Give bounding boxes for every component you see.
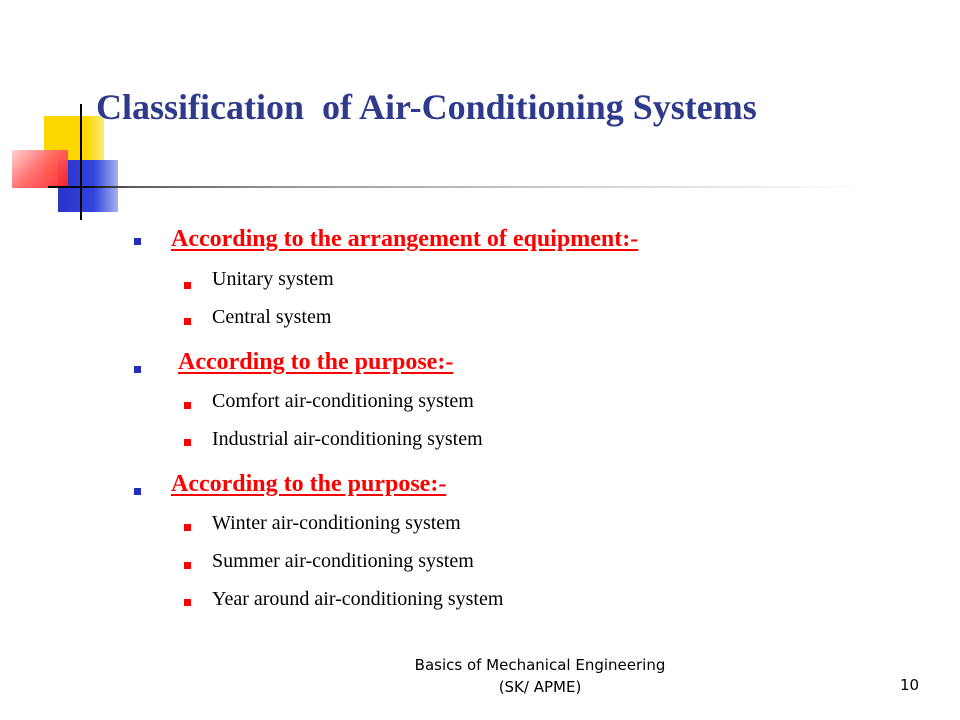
sub-bullet-icon bbox=[184, 562, 191, 569]
footer-line: (SK/ APME) bbox=[498, 678, 582, 696]
slide-footer bbox=[380, 654, 700, 698]
bullet-icon bbox=[134, 366, 141, 373]
sub-bullet-icon bbox=[184, 439, 191, 446]
sub-bullet-icon bbox=[184, 402, 191, 409]
bullet-icon bbox=[134, 488, 141, 495]
list-item: Unitary system bbox=[212, 268, 334, 290]
sub-bullet-icon bbox=[184, 524, 191, 531]
list-item: Summer air-conditioning system bbox=[212, 550, 474, 572]
list-item: Comfort air-conditioning system bbox=[212, 390, 474, 412]
list-item: Winter air-conditioning system bbox=[212, 512, 461, 534]
bullet-icon bbox=[134, 238, 141, 245]
section-heading: According to the arrangement of equipment:- bbox=[171, 226, 639, 252]
decorative-red-square bbox=[12, 150, 68, 188]
page-number: 10 bbox=[900, 676, 920, 694]
sub-bullet-icon bbox=[184, 318, 191, 325]
section-heading: According to the purpose:- bbox=[171, 471, 447, 497]
sub-bullet-icon bbox=[184, 282, 191, 289]
sub-bullet-icon bbox=[184, 599, 191, 606]
title-underline-rule bbox=[48, 186, 868, 188]
list-item: Industrial air-conditioning system bbox=[212, 428, 483, 450]
slide-title: Classification of Air-Conditioning Systems bbox=[96, 87, 757, 127]
list-item: Central system bbox=[212, 306, 332, 328]
footer-line: Basics of Mechanical Engineering bbox=[414, 656, 666, 674]
list-item: Year around air-conditioning system bbox=[212, 588, 504, 610]
decorative-vertical-line bbox=[80, 104, 82, 220]
section-heading: According to the purpose:- bbox=[178, 349, 454, 375]
